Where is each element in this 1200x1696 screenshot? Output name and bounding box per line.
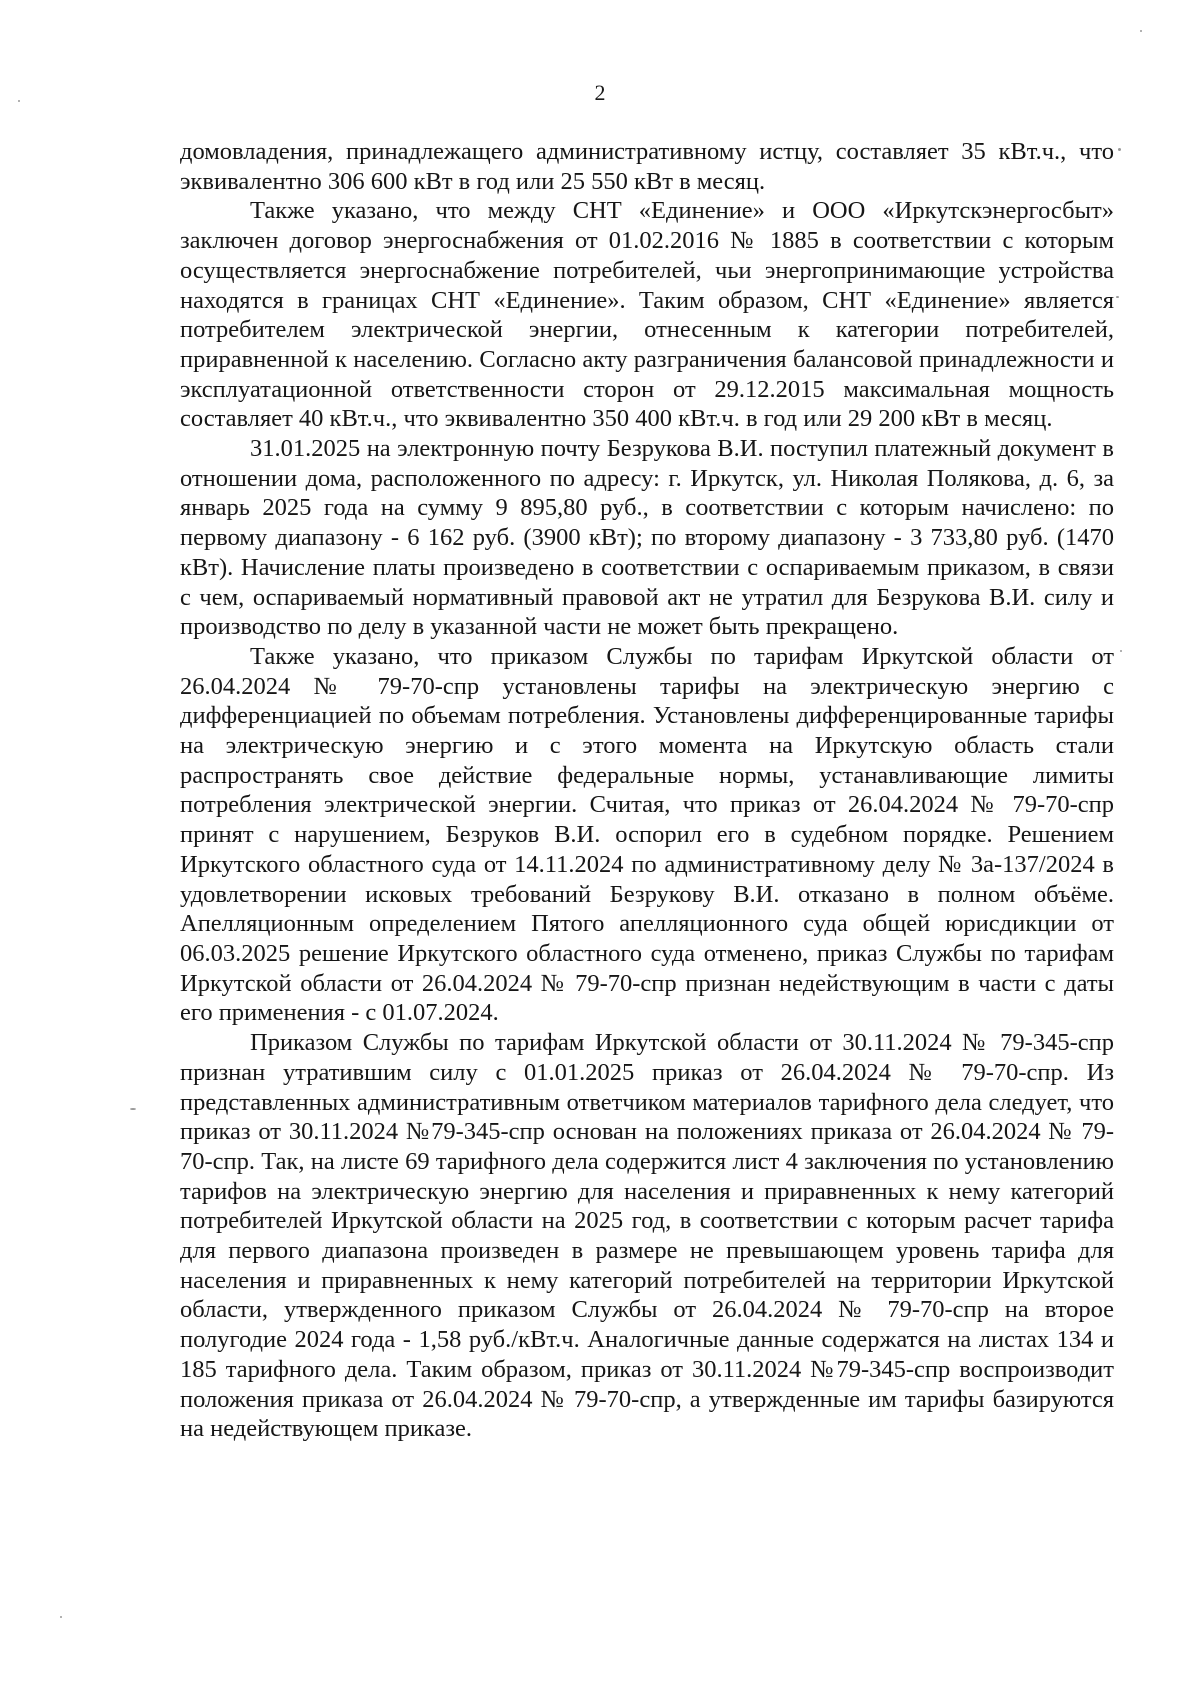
paragraph-3: 31.01.2025 на электронную почту Безрукова В.И. поступил платежный документ в отношении дома, расположенного по адресу: г. Иркутск, ул. Николая Полякова, д. 6, за январь 2025 года на сумму 9 895,80 руб., в соответствии с которым начислено: по первому диапазону - 6 162 руб. (3900 кВт); по второму диапазону - 3 733,80 руб. (1470 кВт). Начисление платы произведено в соответствии с оспариваемым приказом, в связи с чем, оспариваемый нормативный правовой акт не утратил для Безрукова В.И. силу и производство по делу в указанной части не может быть прекращено.	[180, 435, 1114, 641]
paragraph-5: Приказом Службы по тарифам Иркутской области от 30.11.2024 № 79-345-спр признан утратившим силу с 01.01.2025 приказ от 26.04.2024 № 79-70-спр. Из представленных административным ответчиком материалов тарифного дела следует, что приказ от 30.11.2024 №79-345-спр основан на положениях приказа от 26.04.2024 № 79-70-спр. Так, на листе 69 тарифного дела содержится лист 4 заключения по установлению тарифов на электрическую энергию для населения и приравненных к нему категорий потребителей Иркутской области на 2025 год, в соответствии с которым расчет тарифа для первого диапазона произведен в размере не превышающем уровень тарифа для населения и приравненных к нему категорий потребителей на территории Иркутской области, утвержденного приказом Службы от 26.04.2024 № 79-70-спр на второе полугодие 2024 года - 1,58 руб./кВт.ч. Аналогичные данные содержатся на листах 134 и 185 тарифного дела. Таким образом, приказ от 30.11.2024 №79-345-спр воспроизводит положения приказа от 26.04.2024 № 79-70-спр, а утвержденные им тарифы базируются на недействующем приказе.	[180, 1029, 1114, 1443]
scan-speck	[1118, 148, 1121, 151]
scan-speck	[130, 1108, 136, 1110]
scan-speck	[1120, 650, 1122, 652]
scan-speck	[18, 100, 20, 102]
scan-speck	[1116, 296, 1119, 298]
paragraph-1: домовладения, принадлежащего административному истцу, составляет 35 кВт.ч., что эквивалентно 306 600 кВт в год или 25 550 кВт в месяц.	[180, 138, 1114, 195]
scan-speck	[1140, 30, 1142, 32]
paragraph-4: Также указано, что приказом Службы по тарифам Иркутской области от 26.04.2024 № 79-70-спр установлены тарифы на электрическую энергию с дифференциацией по объемам потребления. Установлены дифференцированные тарифы на электрическую энергию и с этого момента на Иркутскую область стали распространять свое действие федеральные нормы, устанавливающие лимиты потребления электрической энергии. Считая, что приказ от 26.04.2024 № 79-70-спр принят с нарушением, Безруков В.И. оспорил его в судебном порядке. Решением Иркутского областного суда от 14.11.2024 по административному делу № 3а-137/2024 в удовлетворении исковых требований Безрукову В.И. отказано в полном объёме. Апелляционным определением Пятого апелляционного суда общей юрисдикции от 06.03.2025 решение Иркутского областного суда отменено, приказ Службы по тарифам Иркутской области от 26.04.2024 № 79-70-спр признан недействующим в части с даты его применения - с 01.07.2024.	[180, 642, 1114, 1027]
scan-speck	[60, 1616, 62, 1618]
paragraph-2: Также указано, что между СНТ «Единение» и ООО «Иркутскэнергосбыт» заключен договор энергоснабжения от 01.02.2016 № 1885 в соответствии с которым осуществляется энергоснабжение потребителей, чьи энергопринимающие устройства находятся в границах СНТ «Единение». Таким образом, СНТ «Единение» является потребителем электрической энергии, отнесенным к категории потребителей, приравненной к населению. Согласно акту разграничения балансовой принадлежности и эксплуатационной ответственности сторон от 29.12.2015 максимальная мощность составляет 40 кВт.ч., что эквивалентно 350 400 кВт.ч. в год или 29 200 кВт в месяц.	[180, 197, 1114, 433]
page-number: 2	[594, 80, 606, 105]
document-body	[180, 137, 1114, 1444]
